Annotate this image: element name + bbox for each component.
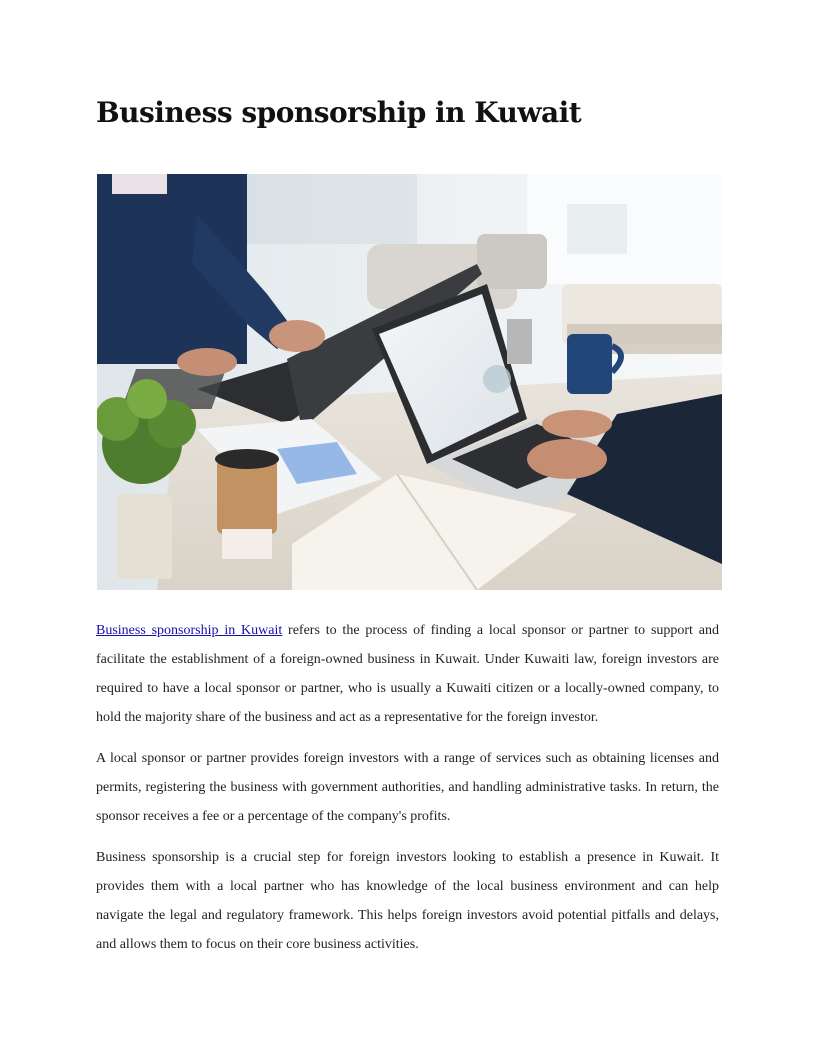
page-title: Business sponsorship in Kuwait: [96, 96, 582, 129]
office-meeting-photo: [97, 174, 722, 590]
article-body: [96, 616, 719, 971]
paragraph-1: [96, 616, 719, 732]
paragraph-1-text: refers to the process of finding a local sponsor or partner to support and facilitate the establishment of a foreign-owned business in Kuwait. Under Kuwaiti law, foreign investors are required to have a local sponsor or partner, who is usually a Kuwaiti citizen or a locally-owned company, to hold the majority share of the business and act as a representative for the foreign investor.: [96, 623, 719, 725]
paragraph-3: Business sponsorship is a crucial step for foreign investors looking to establish a presence in Kuwait. It provides them with a local partner who has knowledge of the local business environment and can help navigate the legal and regulatory framework. This helps foreign investors avoid potential pitfalls and delays, and allows them to focus on their core business activities.: [96, 850, 719, 952]
sponsorship-link[interactable]: Business sponsorship in Kuwait: [96, 623, 283, 638]
paragraph-2: A local sponsor or partner provides foreign investors with a range of services such as obtaining licenses and permits, registering the business with government authorities, and handling administrative tasks. In return, the sponsor receives a fee or a percentage of the company's profits.: [96, 751, 719, 824]
